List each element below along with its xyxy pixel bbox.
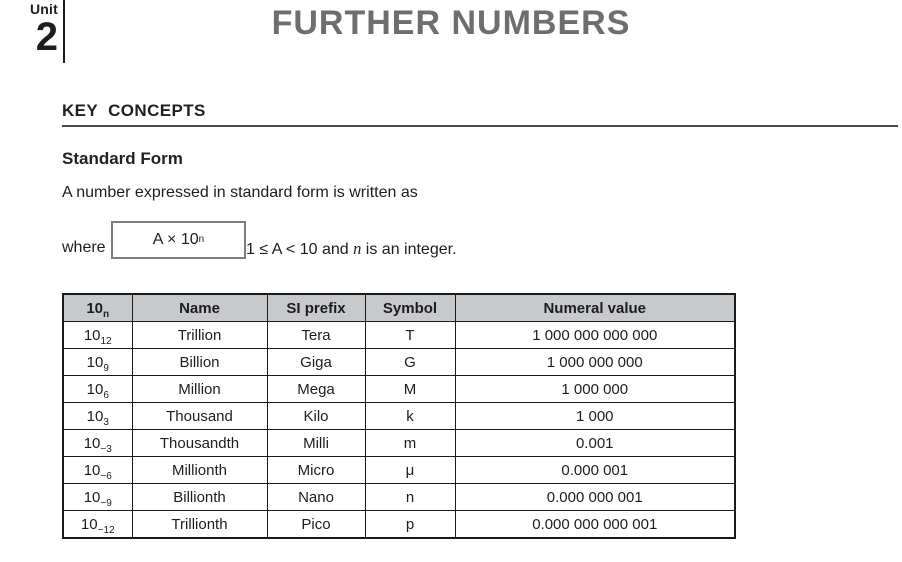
si-prefix-cell: Mega — [267, 376, 365, 403]
header-cell-power — [63, 294, 132, 322]
symbol-cell: μ — [365, 457, 455, 484]
si-prefix-cell: Tera — [267, 322, 365, 349]
where-label: where — [62, 239, 106, 256]
numeral-value-cell: 1 000 000 — [455, 376, 735, 403]
table-row — [63, 484, 735, 511]
power-cell: $10_{-9}$ — [63, 484, 132, 511]
table-row — [63, 349, 735, 376]
si-prefix-cell: Milli — [267, 430, 365, 457]
name-cell: Million — [132, 376, 267, 403]
condition-variable-n: n — [353, 239, 362, 258]
si-prefix-cell: Kilo — [267, 403, 365, 430]
name-cell: Millionth — [132, 457, 267, 484]
header-cell-name: Name — [132, 294, 267, 322]
power-cell: $10_{-12}$ — [63, 511, 132, 539]
name-cell: Billion — [132, 349, 267, 376]
symbol-cell: T — [365, 322, 455, 349]
si-prefix-cell: Pico — [267, 511, 365, 539]
section-rule-line — [62, 125, 898, 127]
condition-text — [246, 239, 457, 259]
table-row — [63, 403, 735, 430]
table-row — [63, 430, 735, 457]
page-title: FURTHER NUMBERS — [271, 4, 631, 42]
symbol-cell: M — [365, 376, 455, 403]
header-cell-numeral-value: Numeral value — [455, 294, 735, 322]
power-cell: $10_{12}$ — [63, 322, 132, 349]
power-cell: $10_{-6}$ — [63, 457, 132, 484]
header-cell-si-prefix: SI prefix — [267, 294, 365, 322]
si-prefix-table — [62, 293, 736, 539]
name-cell: Billionth — [132, 484, 267, 511]
numeral-value-cell: 1 000 000 000 — [455, 349, 735, 376]
table-row — [63, 376, 735, 403]
power-cell: $10_3$ — [63, 403, 132, 430]
power-base: 10 — [86, 299, 104, 317]
si-prefix-cell: Nano — [267, 484, 365, 511]
condition-pre: 1 ≤ A < 10 and — [246, 241, 354, 258]
power-exponent: n — [103, 308, 110, 320]
power-cell: $10_6$ — [63, 376, 132, 403]
section-heading: KEY CONCEPTS — [62, 101, 206, 120]
numeral-value-cell: 0.001 — [455, 430, 735, 457]
name-cell: Thousandth — [132, 430, 267, 457]
name-cell: Trillion — [132, 322, 267, 349]
name-cell: Thousand — [132, 403, 267, 430]
power-cell: $10_{-3}$ — [63, 430, 132, 457]
unit-number: 2 — [35, 15, 58, 59]
numeral-value-cell: 1 000 — [455, 403, 735, 430]
table-header-row — [63, 294, 735, 322]
numeral-value-cell: 0.000 000 001 — [455, 484, 735, 511]
si-prefix-cell: Giga — [267, 349, 365, 376]
formula-base: A × 10 — [152, 231, 199, 248]
table-row — [63, 457, 735, 484]
numeral-value-cell: 0.000 000 000 001 — [455, 511, 735, 539]
power-cell: $10_9$ — [63, 349, 132, 376]
numeral-value-cell: 0.000 001 — [455, 457, 735, 484]
condition-post: is an integer. — [361, 241, 457, 258]
header-cell-symbol: Symbol — [365, 294, 455, 322]
subheading-standard-form: Standard Form — [62, 149, 183, 168]
symbol-cell: k — [365, 403, 455, 430]
intro-text: A number expressed in standard form is written as — [62, 184, 418, 201]
symbol-cell: p — [365, 511, 455, 539]
si-prefix-cell: Micro — [267, 457, 365, 484]
symbol-cell: n — [365, 484, 455, 511]
table-row — [63, 511, 735, 539]
table-row — [63, 322, 735, 349]
formula-box: A × 10 n — [111, 221, 246, 259]
numeral-value-cell: 1 000 000 000 000 — [455, 322, 735, 349]
name-cell: Trillionth — [132, 511, 267, 539]
symbol-cell: G — [365, 349, 455, 376]
unit-label: Unit — [29, 1, 58, 17]
symbol-cell: m — [365, 430, 455, 457]
